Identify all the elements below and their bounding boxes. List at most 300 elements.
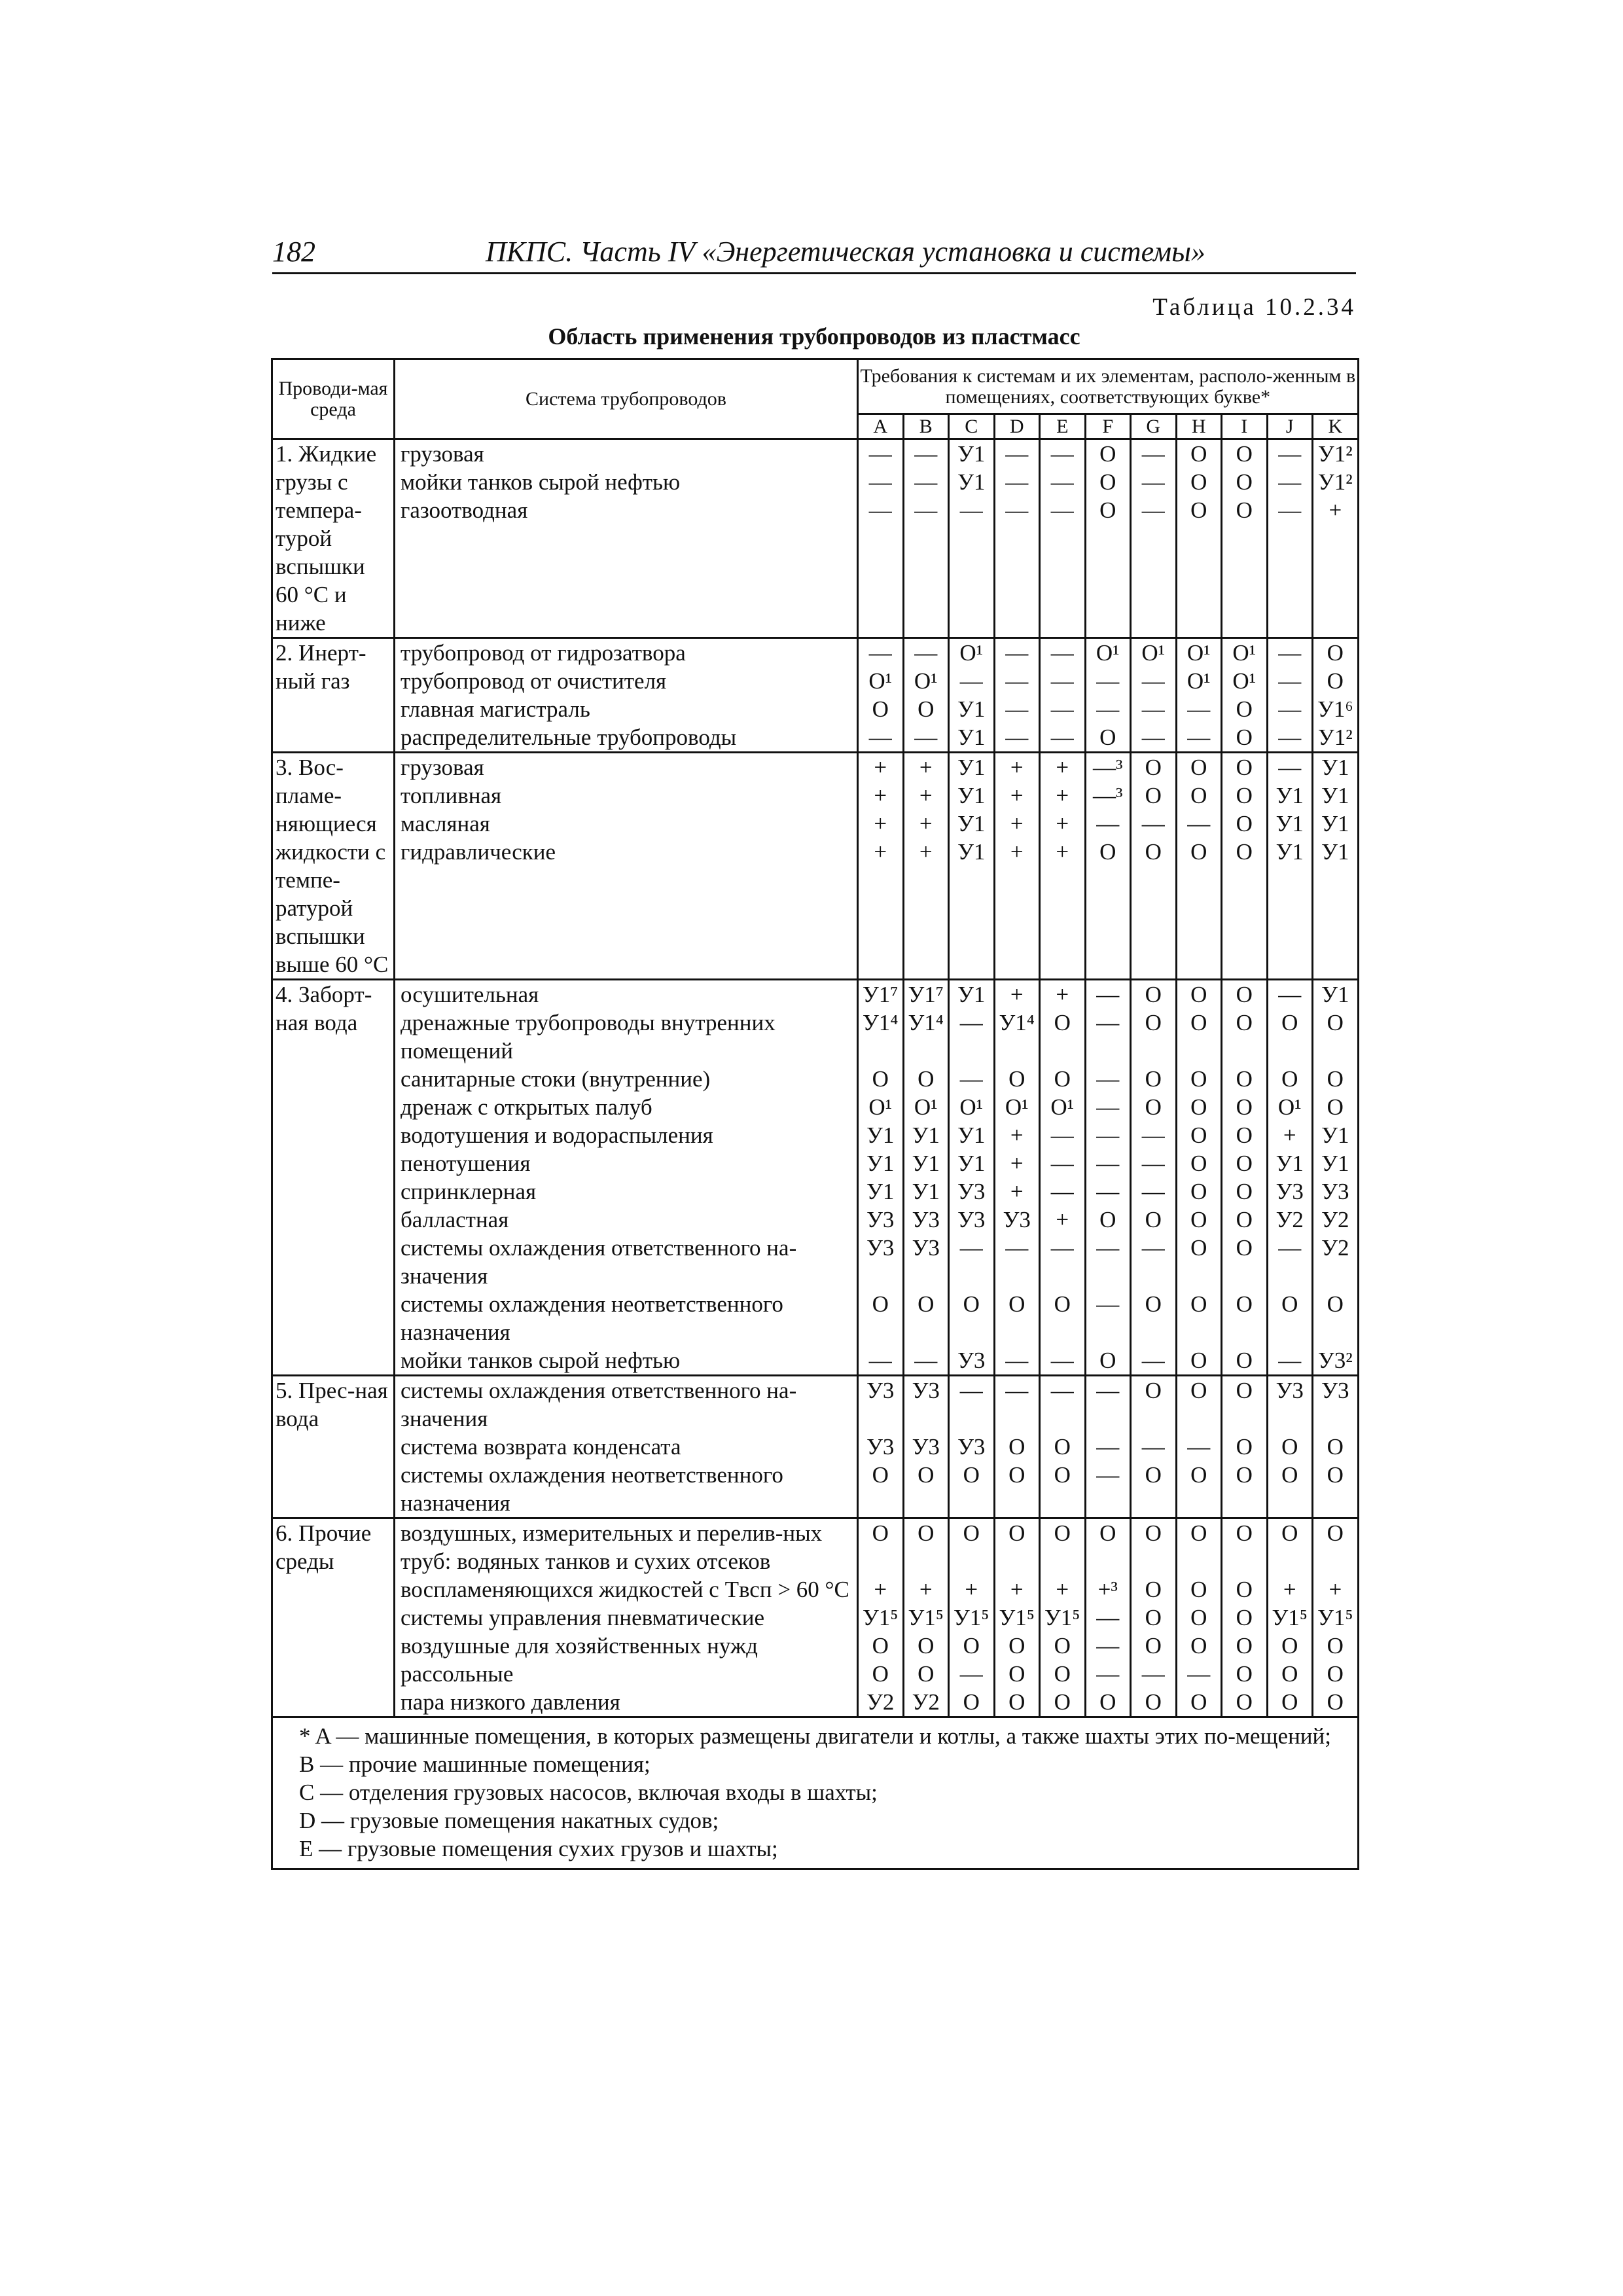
requirement-value: О [918, 696, 935, 722]
requirement-value: У1 [866, 1151, 895, 1176]
requirement-value: — [1096, 1235, 1120, 1261]
requirement-value: — [1050, 725, 1074, 750]
requirement-value: — [959, 497, 983, 523]
requirement-value: О [1008, 1661, 1026, 1687]
requirement-value: — [1096, 668, 1120, 694]
requirement-value: У2 [1321, 1207, 1349, 1232]
value-cell [1040, 439, 1086, 638]
value-cell [949, 980, 995, 1376]
system-name: дренажные трубопроводы внутренних помещений [401, 1010, 776, 1064]
requirement-value: О [1190, 1577, 1207, 1602]
requirement-value: У1 [957, 469, 986, 495]
requirement-value: У3 [912, 1434, 940, 1460]
requirement-value: У1⁵ [863, 1605, 899, 1630]
value-cell [903, 638, 949, 753]
system-name: осушительная [401, 982, 539, 1007]
requirement-value: + [1010, 1179, 1024, 1204]
requirement-value: — [868, 469, 892, 495]
requirement-value: — [1141, 441, 1165, 467]
requirement-value: О [1099, 839, 1116, 865]
requirement-value: + [1329, 497, 1342, 523]
requirement-value: У3 [1275, 1378, 1304, 1403]
col-system-header: Система трубопроводов [395, 359, 858, 439]
requirement-value: У1 [1321, 755, 1349, 780]
requirement-value: У1 [912, 1151, 940, 1176]
requirement-value: У3 [957, 1207, 986, 1232]
value-cell [1176, 439, 1222, 638]
requirement-value: О [1099, 1689, 1116, 1715]
requirement-value: — [1278, 1348, 1302, 1373]
system-name: распределительные трубопроводы [401, 725, 737, 750]
requirement-value: О [1327, 1291, 1344, 1317]
requirement-value: + [874, 811, 887, 836]
requirement-value: У1² [1317, 469, 1353, 495]
requirement-value: О [1190, 1348, 1207, 1373]
requirement-value: + [1010, 1577, 1024, 1602]
value-cell [994, 439, 1040, 638]
requirement-value: О [1236, 1094, 1253, 1120]
requirement-value: О [1008, 1434, 1026, 1460]
requirement-value: О [1236, 497, 1253, 523]
col-medium-header: Проводи-мая среда [272, 359, 395, 439]
value-cell [858, 1376, 904, 1518]
requirement-value: — [1278, 696, 1302, 722]
requirement-value: О [1327, 1520, 1344, 1546]
requirement-value: + [1010, 1122, 1024, 1148]
value-cell [1131, 753, 1177, 980]
requirement-value: О [1054, 1661, 1071, 1687]
value-cell [1176, 638, 1222, 753]
requirement-value: — [914, 497, 938, 523]
requirement-value: — [1096, 1434, 1120, 1460]
requirement-value: — [1141, 1661, 1165, 1687]
letter-header: E [1040, 414, 1086, 439]
requirement-value: О [1008, 1689, 1026, 1715]
requirement-value: У3 [1275, 1179, 1304, 1204]
letter-header: I [1222, 414, 1268, 439]
requirement-value: О [1145, 1605, 1162, 1630]
requirement-value: О [1054, 1291, 1071, 1317]
requirement-value: О [1327, 668, 1344, 694]
requirement-value: У3 [912, 1207, 940, 1232]
letter-header: K [1313, 414, 1359, 439]
requirement-value: — [1005, 696, 1029, 722]
requirement-value: О [1054, 1434, 1071, 1460]
value-cell [994, 638, 1040, 753]
system-name: дренаж с открытых палуб [401, 1094, 652, 1120]
requirement-value: — [1187, 1434, 1211, 1460]
value-cell [858, 638, 904, 753]
medium-cell: 4. Заборт-ная вода [272, 980, 395, 1376]
requirement-value: У1 [957, 755, 986, 780]
requirement-value: О [1236, 1010, 1253, 1035]
requirement-value: О [1099, 1520, 1116, 1546]
requirement-value: О [1190, 1633, 1207, 1659]
requirement-value: О [918, 1633, 935, 1659]
requirement-value: О [1327, 1633, 1344, 1659]
requirement-value: О [1145, 1462, 1162, 1488]
requirement-value: О [872, 1462, 889, 1488]
requirement-value: У1⁵ [1044, 1605, 1080, 1630]
requirement-value: — [1005, 469, 1029, 495]
requirement-value: У3 [866, 1434, 895, 1460]
requirement-value: + [874, 755, 887, 780]
requirement-value: + [1283, 1577, 1296, 1602]
requirement-value: О¹ [959, 640, 984, 666]
requirement-value: О [1099, 441, 1116, 467]
requirement-value: — [1141, 497, 1165, 523]
requirement-value: О [1236, 1235, 1253, 1261]
requirement-value: — [1005, 725, 1029, 750]
requirement-value: О [1327, 1066, 1344, 1092]
requirement-value: У1⁴ [908, 1010, 944, 1035]
requirement-value: — [1141, 668, 1165, 694]
requirement-value: У3 [957, 1348, 986, 1373]
requirement-value: — [914, 441, 938, 467]
requirement-value: + [919, 811, 933, 836]
system-name: воспламеняющихся жидкостей с Tвсп > 60 °С [401, 1577, 849, 1602]
table-row [272, 980, 1359, 1376]
requirement-value: — [1096, 1066, 1120, 1092]
requirement-value: О [1327, 1462, 1344, 1488]
value-cell [1131, 980, 1177, 1376]
table-title: Область применения трубопроводов из пластмасс [548, 323, 1080, 350]
value-cell [1085, 638, 1131, 753]
value-cell [1131, 1376, 1177, 1518]
requirement-value: — [1096, 1179, 1120, 1204]
value-cell [1267, 638, 1313, 753]
system-name: воздушных, измерительных и перелив-ных труб: водяных танков и сухих отсеков [401, 1520, 823, 1574]
requirement-value: У1 [1321, 839, 1349, 865]
requirement-value: О [1236, 1291, 1253, 1317]
system-name: спринклерная [401, 1179, 537, 1204]
requirement-value: О¹ [1277, 1094, 1302, 1120]
value-cell [994, 753, 1040, 980]
value-cell [1085, 439, 1131, 638]
requirement-value: — [1096, 1094, 1120, 1120]
requirement-value: О [1236, 1378, 1253, 1403]
requirement-value: — [1278, 640, 1302, 666]
requirement-value: У1 [1275, 839, 1304, 865]
requirement-value: О [1327, 1689, 1344, 1715]
requirement-value: — [868, 1348, 892, 1373]
requirement-value: О [1236, 982, 1253, 1007]
requirement-value: — [914, 469, 938, 495]
requirement-value: О [1190, 1378, 1207, 1403]
value-cell [1176, 1376, 1222, 1518]
requirement-value: + [1010, 755, 1024, 780]
value-cell [1222, 439, 1268, 638]
requirement-value: + [1010, 811, 1024, 836]
requirement-value: У1⁷ [863, 982, 899, 1007]
letter-header: A [858, 414, 904, 439]
requirement-value: +³ [1097, 1577, 1118, 1602]
requirement-value: + [1056, 1207, 1069, 1232]
system-cell [395, 753, 858, 980]
requirement-value: — [1005, 640, 1029, 666]
requirement-value: О [1145, 1010, 1162, 1035]
value-cell [1267, 439, 1313, 638]
requirement-value: О [1236, 783, 1253, 808]
requirement-value: О¹ [1186, 668, 1211, 694]
requirement-value: + [1010, 1151, 1024, 1176]
requirement-value: О [1145, 1378, 1162, 1403]
requirement-value: О [1190, 1122, 1207, 1148]
table-notes [272, 1717, 1359, 1869]
requirement-value: О [1008, 1066, 1026, 1092]
value-cell [994, 1376, 1040, 1518]
note-line: D — грузовые помещения накатных судов; [299, 1808, 719, 1833]
requirement-value: О [1145, 1291, 1162, 1317]
requirement-value: — [868, 441, 892, 467]
requirement-value: О¹ [1050, 1094, 1075, 1120]
requirement-value: + [1283, 1122, 1296, 1148]
value-cell [903, 1376, 949, 1518]
value-cell [1313, 638, 1359, 753]
requirement-value: О [1236, 1179, 1253, 1204]
requirement-value: У3 [912, 1235, 940, 1261]
table-number: Таблица 10.2.34 [1152, 294, 1356, 321]
requirement-value: У1² [1317, 441, 1353, 467]
requirement-value: О [1236, 696, 1253, 722]
requirement-value: О [1008, 1633, 1026, 1659]
requirement-value: — [1141, 811, 1165, 836]
note-line: * A — машинные помещения, в которых размещены двигатели и котлы, а также шахты этих по-мещений; [299, 1723, 1331, 1749]
value-cell [1085, 1376, 1131, 1518]
requirement-value: — [1278, 982, 1302, 1007]
requirement-value: + [1010, 839, 1024, 865]
requirement-value: У3 [912, 1378, 940, 1403]
requirement-value: О [872, 1633, 889, 1659]
system-name: грузовая [401, 441, 484, 467]
value-cell [858, 439, 904, 638]
requirement-value: + [874, 839, 887, 865]
value-cell [1313, 1376, 1359, 1518]
value-cell [1085, 980, 1131, 1376]
value-cell [1040, 1518, 1086, 1717]
requirement-value: О [1236, 755, 1253, 780]
requirement-value: О [1145, 1577, 1162, 1602]
value-cell [1222, 753, 1268, 980]
requirement-value: — [1050, 1151, 1074, 1176]
requirement-value: О [1099, 469, 1116, 495]
letter-header: D [994, 414, 1040, 439]
requirement-value: — [1096, 1010, 1120, 1035]
system-name: трубопровод от очистителя [401, 668, 667, 694]
requirement-value: — [959, 1235, 983, 1261]
requirement-value: — [959, 1661, 983, 1687]
requirement-value: О [1190, 1462, 1207, 1488]
requirement-value: У3 [1321, 1179, 1349, 1204]
requirement-value: О [1190, 755, 1207, 780]
value-cell [858, 753, 904, 980]
requirement-value: О [1236, 1434, 1253, 1460]
requirement-value: О [1190, 982, 1207, 1007]
requirement-value: — [959, 1378, 983, 1403]
requirement-value: — [1141, 1434, 1165, 1460]
requirement-value: О [872, 1291, 889, 1317]
requirement-value: — [1005, 441, 1029, 467]
note-line: C — отделения грузовых насосов, включая входы в шахты; [299, 1780, 878, 1805]
requirement-value: У3 [866, 1235, 895, 1261]
letter-header: H [1176, 414, 1222, 439]
requirement-value: О [1281, 1010, 1298, 1035]
requirement-value: О [1145, 1520, 1162, 1546]
requirement-value: О [1236, 839, 1253, 865]
requirement-value: — [1096, 1633, 1120, 1659]
requirement-value: — [959, 1010, 983, 1035]
requirement-value: О [1190, 469, 1207, 495]
system-name: трубопровод от гидрозатвора [401, 640, 686, 666]
col-requirements-header: Требования к системам и их элементам, располо-женным в помещениях, соответствующих букве* [858, 359, 1359, 414]
system-name: мойки танков сырой нефтью [401, 469, 681, 495]
system-name: водотушения и водораспыления [401, 1122, 713, 1148]
requirement-value: О¹ [959, 1094, 984, 1120]
requirement-value: У1 [957, 725, 986, 750]
requirement-value: О [1190, 1207, 1207, 1232]
requirement-value: + [919, 755, 933, 780]
requirement-value: О [1145, 839, 1162, 865]
system-name: система возврата конденсата [401, 1434, 681, 1460]
running-title: ПКПС. Часть IV «Энергетическая установка и системы» [486, 236, 1205, 268]
requirement-value: О [1236, 1066, 1253, 1092]
requirement-value: У2 [1321, 1235, 1349, 1261]
requirement-value: — [1096, 1605, 1120, 1630]
system-name: масляная [401, 811, 490, 836]
value-cell [994, 1518, 1040, 1717]
value-cell [1176, 753, 1222, 980]
requirement-value: + [1010, 982, 1024, 1007]
requirement-value: — [1005, 1378, 1029, 1403]
requirement-value: У1 [1321, 1151, 1349, 1176]
requirement-value: — [914, 1348, 938, 1373]
requirement-value: О [1190, 1066, 1207, 1092]
requirement-value: О [1190, 441, 1207, 467]
requirement-value: — [1141, 1151, 1165, 1176]
requirement-value: О [1236, 1605, 1253, 1630]
value-cell [1267, 1376, 1313, 1518]
requirement-value: О [1236, 1577, 1253, 1602]
value-cell [858, 1518, 904, 1717]
requirement-value: — [1005, 1348, 1029, 1373]
letter-header: G [1131, 414, 1177, 439]
requirement-value: — [914, 640, 938, 666]
requirement-value: — [868, 640, 892, 666]
requirement-value: О [1099, 1348, 1116, 1373]
requirement-value: О [1190, 783, 1207, 808]
requirement-value: О¹ [914, 1094, 938, 1120]
value-cell [1085, 1518, 1131, 1717]
pipes-table [271, 358, 1359, 1870]
requirement-value: У1 [1321, 811, 1349, 836]
requirement-value: О [1190, 1179, 1207, 1204]
system-name: системы охлаждения неответственного назначения [401, 1462, 783, 1516]
system-cell [395, 1376, 858, 1518]
requirement-value: О [1008, 1462, 1026, 1488]
requirement-value: — [1096, 1661, 1120, 1687]
requirement-value: —³ [1093, 755, 1123, 780]
requirement-value: — [1050, 1235, 1074, 1261]
requirement-value: — [1187, 725, 1211, 750]
system-name: пенотушения [401, 1151, 531, 1176]
requirement-value: — [1050, 696, 1074, 722]
requirement-value: У1 [912, 1179, 940, 1204]
value-cell [858, 980, 904, 1376]
value-cell [903, 980, 949, 1376]
requirement-value: О [1281, 1661, 1298, 1687]
requirement-value: У1 [957, 839, 986, 865]
table-row [272, 1518, 1359, 1717]
value-cell [994, 980, 1040, 1376]
requirement-value: О¹ [1096, 640, 1120, 666]
requirement-value: + [1010, 783, 1024, 808]
requirement-value: О¹ [914, 668, 938, 694]
system-name: системы охлаждения неответственного назначения [401, 1291, 783, 1345]
requirement-value: О [1145, 1207, 1162, 1232]
requirement-value: У3² [1317, 1348, 1353, 1373]
requirement-value: — [1141, 1235, 1165, 1261]
medium-cell: 1. Жидкие грузы с темпера-турой вспышки 60 °С и ниже [272, 439, 395, 638]
requirement-value: О [1190, 1094, 1207, 1120]
requirement-value: — [1187, 1661, 1211, 1687]
system-name: мойки танков сырой нефтью [401, 1348, 681, 1373]
requirement-value: О¹ [868, 1094, 893, 1120]
requirement-value: О [1054, 1633, 1071, 1659]
requirement-value: О¹ [1232, 668, 1257, 694]
requirement-value: У1 [957, 783, 986, 808]
system-name: топливная [401, 783, 502, 808]
system-name: балластная [401, 1207, 509, 1232]
note-line: B — прочие машинные помещения; [299, 1751, 651, 1777]
requirement-value: О [1236, 725, 1253, 750]
requirement-value: О [1190, 839, 1207, 865]
requirement-value: — [959, 1066, 983, 1092]
requirement-value: У3 [1003, 1207, 1031, 1232]
requirement-value: У1⁴ [999, 1010, 1035, 1035]
requirement-value: — [1141, 469, 1165, 495]
requirement-value: — [1050, 1378, 1074, 1403]
requirement-value: О¹ [1141, 640, 1166, 666]
system-cell [395, 1518, 858, 1717]
value-cell [1176, 980, 1222, 1376]
requirement-value: О [1236, 811, 1253, 836]
system-name: санитарные стоки (внутренние) [401, 1066, 711, 1092]
value-cell [1176, 1518, 1222, 1717]
value-cell [1040, 980, 1086, 1376]
requirement-value: — [1187, 811, 1211, 836]
requirement-value: О [1145, 1633, 1162, 1659]
requirement-value: О [1054, 1462, 1071, 1488]
requirement-value: О [1145, 755, 1162, 780]
requirement-value: О [1145, 1689, 1162, 1715]
system-cell [395, 439, 858, 638]
requirement-value: + [919, 1577, 933, 1602]
requirement-value: О [1190, 1605, 1207, 1630]
system-name: главная магистраль [401, 696, 590, 722]
requirement-value: У3 [866, 1378, 895, 1403]
value-cell [1267, 753, 1313, 980]
value-cell [1313, 753, 1359, 980]
requirement-value: У1⁴ [863, 1010, 899, 1035]
requirement-value: — [1278, 1235, 1302, 1261]
requirement-value: У3 [1321, 1378, 1349, 1403]
requirement-value: — [914, 725, 938, 750]
requirement-value: О [963, 1633, 980, 1659]
requirement-value: — [1141, 725, 1165, 750]
requirement-value: — [959, 668, 983, 694]
requirement-value: + [1056, 1577, 1069, 1602]
requirement-value: — [1096, 1151, 1120, 1176]
